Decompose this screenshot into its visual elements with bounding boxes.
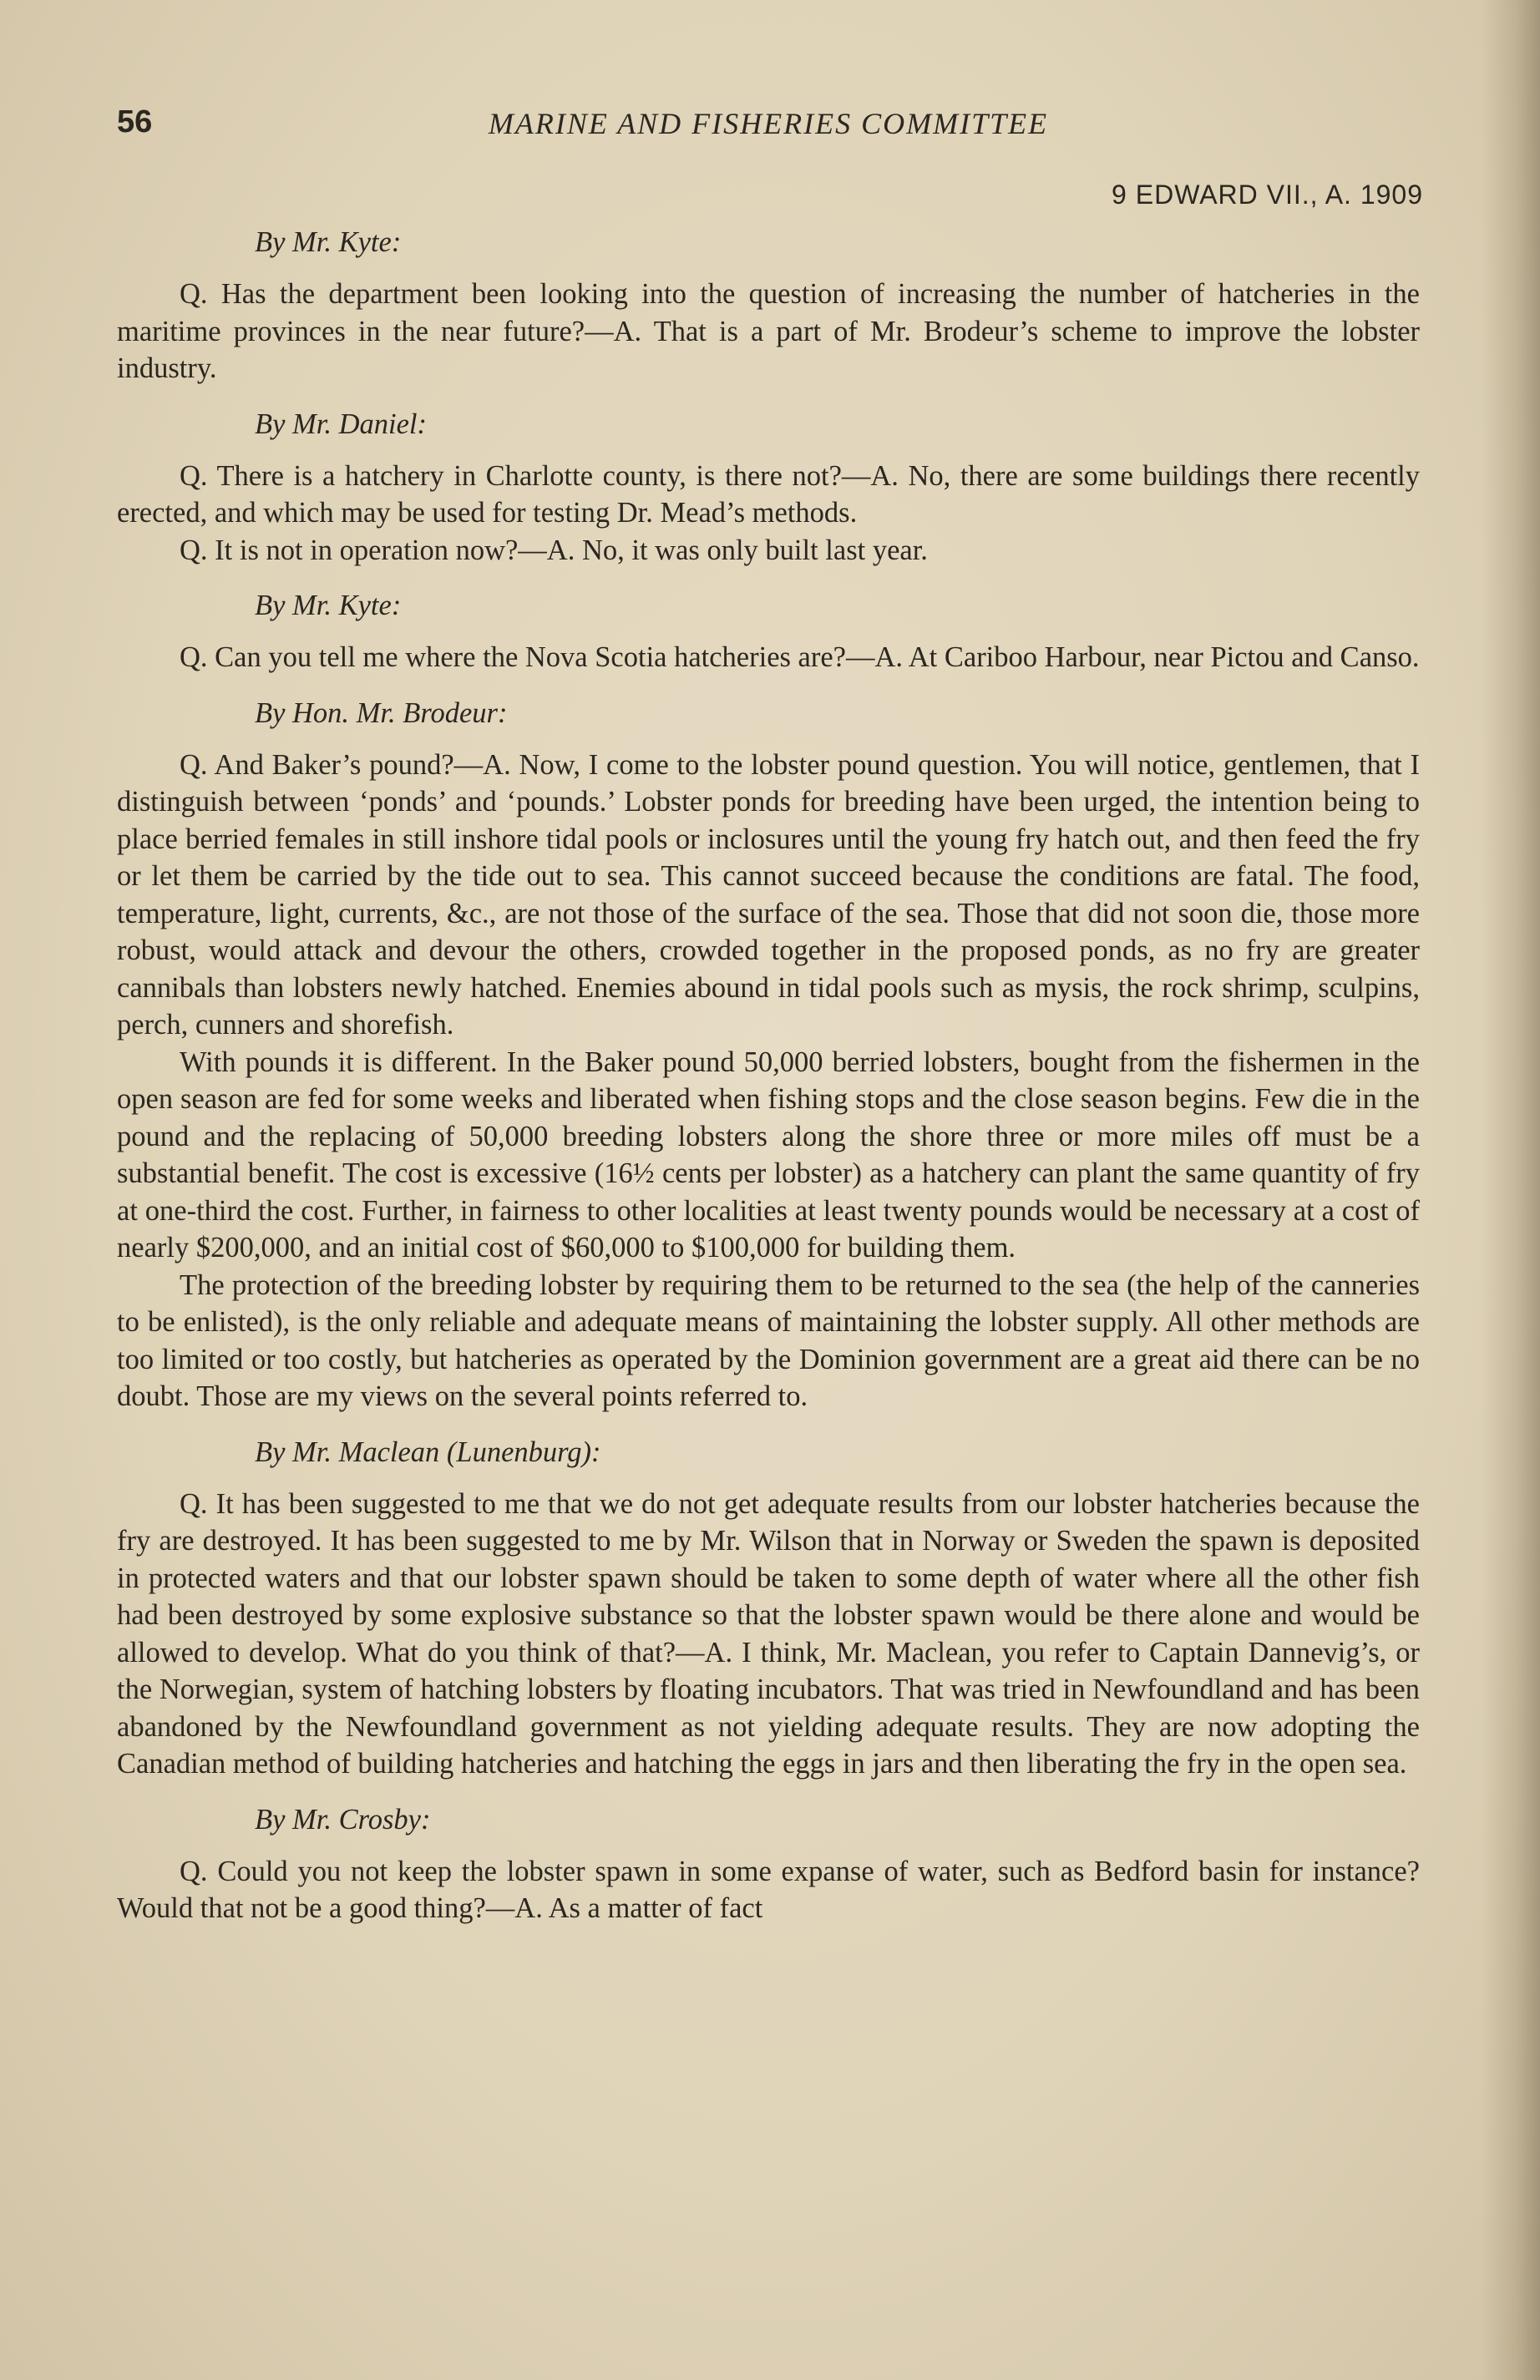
page-header (117, 104, 1420, 154)
testimony-section (117, 406, 1420, 570)
speaker-heading: By Mr. Crosby: (255, 1803, 431, 1836)
page-edge-shadow (1482, 0, 1540, 2380)
paragraph: Q. There is a hatchery in Charlotte county, is there not?—A. No, there are some buildings there recently erected, and which may be used for testing Dr. Mead’s methods. (117, 459, 1420, 529)
speaker-heading: By Mr. Kyte: (255, 590, 402, 621)
testimony-section (117, 587, 1420, 676)
page-number: 56 (117, 104, 153, 139)
speaker-heading: By Mr. Kyte: (255, 226, 402, 258)
paragraph: Q. And Baker’s pound?—A. Now, I come to the lobster pound question. You will notice, gentlemen, that I distinguish between ‘ponds’ and ‘pounds.’ Lobster ponds for breeding have been urged, the intention being to place berried females in still inshore tidal pools or inclosures until the young fry hatch out, and then feed the fry or let them be carried by the tide out to sea. This cannot succeed because the conditions are fatal. The food, temperature, light, currents, &c., are not those of the surface of the sea. Those that did not soon die, those more robust, would attack and devour the others, crowded together in the proposed ponds, as no fry are greater cannibals than lobsters newly hatched. Enemies abound in tidal pools such as mysis, the rock shrimp, sculpins, perch, cunners and shorefish. (117, 748, 1420, 1041)
speaker-heading: By Mr. Maclean (Lunenburg): (255, 1436, 601, 1468)
paragraph: Q. Has the department been looking into the question of increasing the number of hatcheries in the maritime provinces in the near future?—A. That is a part of Mr. Brodeur’s scheme to improve the lobster industry. (117, 278, 1420, 384)
testimony-section (117, 224, 1420, 387)
paragraph: Q. Can you tell me where the Nova Scotia hatcheries are?—A. At Cariboo Harbour, near Pictou and Canso. (180, 641, 1420, 673)
running-title: MARINE AND FISHERIES COMMITTEE (488, 107, 1049, 140)
paragraph: Q. It is not in operation now?—A. No, it was only built last year. (180, 534, 928, 566)
paragraph: Q. Could you not keep the lobster spawn in some expanse of water, such as Bedford basin for instance? Would that not be a good thing?—A. As a matter of fact (117, 1855, 1420, 1924)
paragraph: The protection of the breeding lobster by requiring them to be returned to the sea (the help of the canneries to be enlisted), is the only reliable and adequate means of maintaining the lobster supply. All other methods are too limited or too costly, but hatcheries as operated by the Dominion government are a great aid there can be no doubt. Those are my views on the several points referred to. (117, 1268, 1420, 1412)
paragraph: With pounds it is different. In the Baker pound 50,000 berried lobsters, bought from the fishermen in the open season are fed for some weeks and liberated when fishing stops and the close season begins. Few die in the pound and the replacing of 50,000 breeding lobsters along the shore three or more miles off must be a substantial benefit. The cost is excessive (16½ cents per lobster) as a hatchery can plant the same quantity of fry at one-third the cost. Further, in fairness to other localities at least twenty pounds would be necessary at a cost of nearly $200,000, and an initial cost of $60,000 to $100,000 for building them. (117, 1046, 1420, 1263)
document-body (117, 224, 1420, 1946)
speaker-heading: By Mr. Daniel: (255, 408, 427, 440)
session-reference: 9 EDWARD VII., A. 1909 (1112, 180, 1423, 210)
testimony-section (117, 695, 1420, 1415)
testimony-section (117, 1801, 1420, 1927)
testimony-section (117, 1434, 1420, 1783)
speaker-heading: By Hon. Mr. Brodeur: (255, 696, 508, 729)
paragraph: Q. It has been suggested to me that we do not get adequate results from our lobster hatcheries because the fry are destroyed. It has been suggested to me by Mr. Wilson that in Norway or Sweden the spawn is deposited in protected waters and that our lobster spawn should be taken to some depth of water where all the other fish had been destroyed by some explosive substance so that the lobster spawn would be there alone and would be allowed to develop. What do you think of that?—A. I think, Mr. Maclean, you refer to Captain Dannevig’s, or the Norwegian, system of hatching lobsters by floating incubators. That was tried in Newfoundland and has been abandoned by the Newfoundland government as not yielding adequate results. They are now adopting the Canadian method of building hatcheries and hatching the eggs in jars and then liberating the fry in the open sea. (117, 1487, 1420, 1780)
